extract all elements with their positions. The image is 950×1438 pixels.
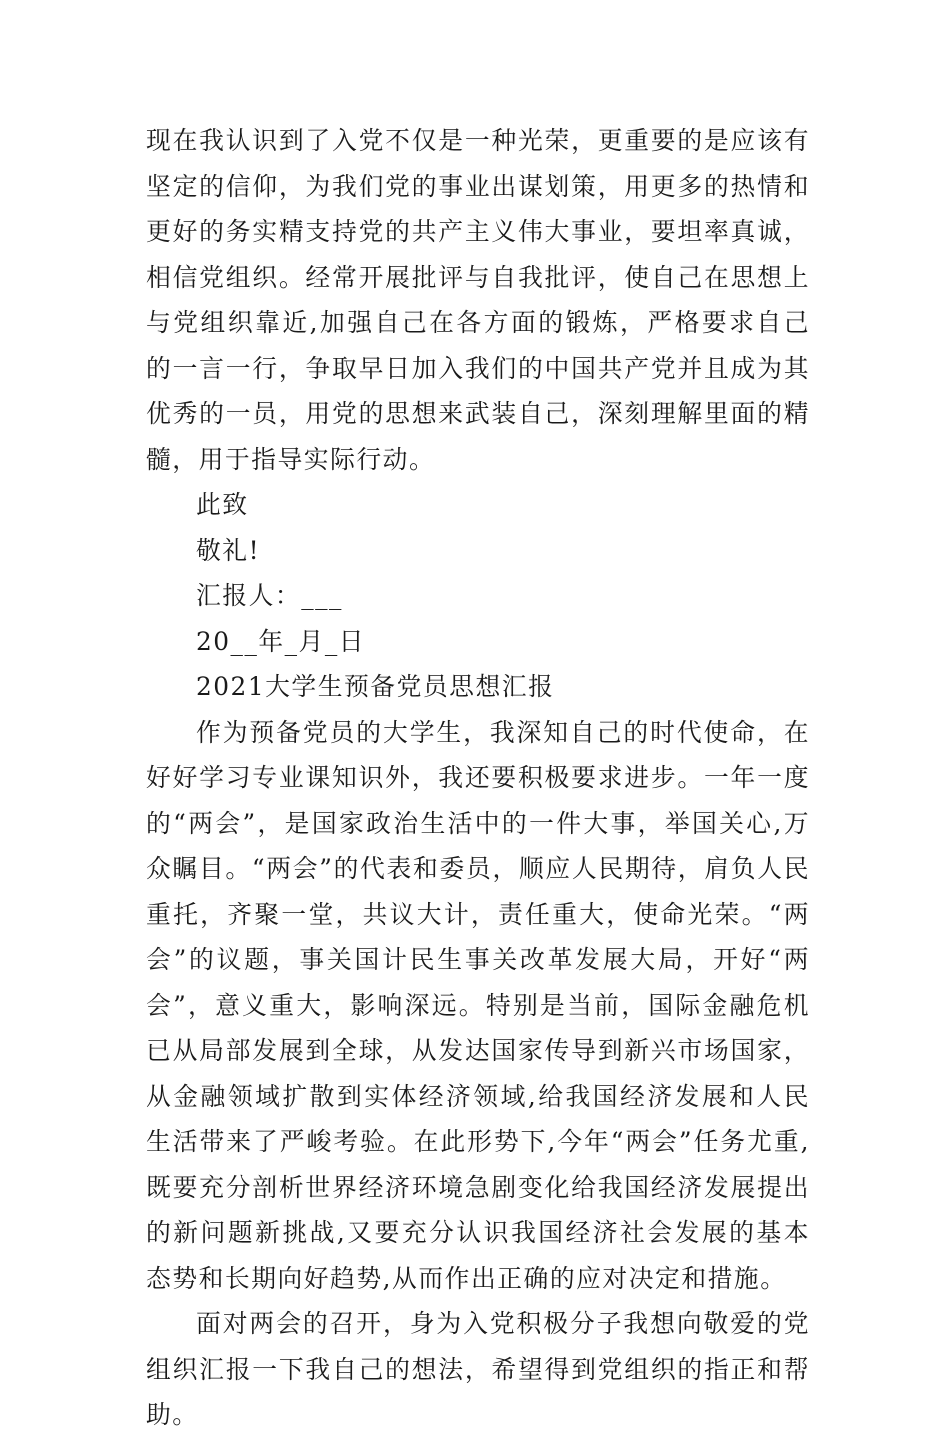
section-title: 2021大学生预备党员思想汇报 [196, 672, 555, 701]
reporter-line: 汇报人：___ [196, 581, 343, 610]
paragraph-two-sessions: 作为预备党员的大学生，我深知自己的时代使命，在好好学习专业课知识外，我还要积极要求进步。一年一度的“两会”，是国家政治生活中的一件大事，举国关心,万众瞩目。“两会”的代表和委员，顺应人民期待，肩负人民重托，齐聚一堂，共议大计，责任重大，使命光荣。“两会”的议题，事关国计民生事关改革发展大局，开好“两会”，意义重大，影响深远。特别是当前，国际金融危机已从局部发展到全球，从发达国家传导到新兴市场国家，从金融领域扩散到实体经济领域,给我国经济发展和人民生活带来了严峻考验。在此形势下,今年“两会”任务尤重,既要充分剖析世界经济环境急剧变化给我国经济发展提出的新问题新挑战,又要充分认识我国经济社会发展的基本态势和长期向好趋势,从而作出正确的应对决定和措施。 [146, 717, 810, 1293]
paragraph-report-intent: 面对两会的召开，身为入党积极分子我想向敬爱的党组织汇报一下我自己的想法，希望得到党组织的指正和帮助。 [146, 1309, 810, 1429]
salutation: 此致 [196, 490, 249, 519]
date-line: 20__年_月_日 [196, 626, 366, 656]
document-body [146, 118, 810, 1438]
paragraph-commitment: 现在我认识到了入党不仅是一种光荣，更重要的是应该有坚定的信仰，为我们党的事业出谋划策，用更多的热情和更好的务实精支持党的共产主义伟大事业，要坦率真诚，相信党组织。经常开展批评与自我批评，使自己在思想上与党组织靠近,加强自己在各方面的锻炼，严格要求自己的一言一行，争取早日加入我们的中国共产党并且成为其优秀的一员，用党的思想来武装自己，深刻理解里面的精髓，用于指导实际行动。 [146, 126, 810, 474]
regards: 敬礼! [196, 535, 261, 565]
